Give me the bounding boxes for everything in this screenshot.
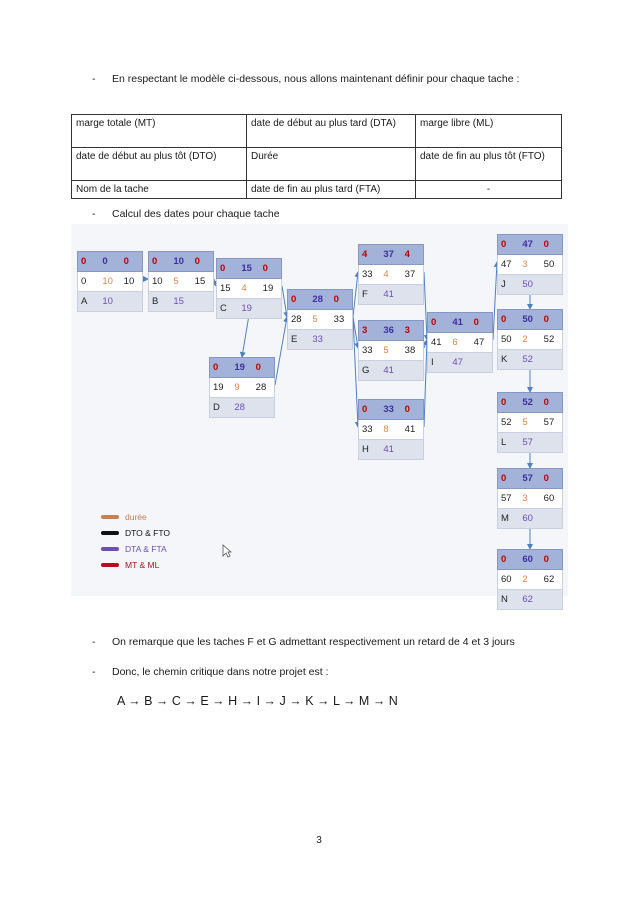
- task-node-k: [497, 309, 563, 370]
- node-fto: 47: [473, 337, 485, 348]
- legend-label: MT & ML: [125, 560, 160, 570]
- node-empty: [541, 275, 562, 294]
- node-mt: 0: [152, 256, 158, 267]
- task-node-g: [358, 320, 424, 381]
- cell-duree: Durée: [247, 148, 416, 181]
- intro-bullet: - En respectant le modèle ci-dessous, nous allons maintenant définir pour chaque tache :: [92, 73, 520, 85]
- node-nom: A: [81, 296, 88, 307]
- node-duree: 5: [173, 276, 179, 287]
- arrow-c-d: [242, 315, 249, 357]
- node-ml: 0: [543, 397, 549, 408]
- cursor-icon: [222, 544, 232, 558]
- node-mt: 4: [362, 249, 368, 260]
- cell-empty: -: [416, 181, 562, 199]
- node-dta: 15: [241, 263, 252, 274]
- node-nom: M: [501, 513, 509, 524]
- node-duree: 5: [522, 417, 528, 428]
- node-mt: 3: [362, 325, 368, 336]
- node-duree: 4: [383, 269, 389, 280]
- model-table: [71, 114, 562, 199]
- node-duree: 5: [383, 345, 389, 356]
- arrows-layer: [71, 224, 568, 596]
- node-fto: 41: [404, 424, 416, 435]
- node-empty: [402, 361, 423, 380]
- node-dta: 47: [522, 239, 533, 250]
- node-ml: 0: [404, 404, 410, 415]
- node-nom: C: [220, 303, 227, 314]
- node-fta: 15: [173, 296, 184, 307]
- node-ml: 0: [543, 314, 549, 325]
- critical-path: A → B → C → E → H → I → J → K → L → M → N: [117, 694, 398, 708]
- node-fta: 62: [522, 594, 533, 605]
- node-duree: 2: [522, 574, 528, 585]
- task-node-a: [77, 251, 143, 312]
- node-dta: 52: [522, 397, 533, 408]
- conclusion-text: Donc, le chemin critique dans notre projet est :: [112, 666, 329, 678]
- node-dto: 57: [501, 493, 512, 504]
- node-fta: 41: [383, 365, 394, 376]
- node-dto: 15: [220, 283, 231, 294]
- node-dto: 47: [501, 259, 512, 270]
- node-fto: 62: [543, 574, 555, 585]
- node-fto: 37: [404, 269, 416, 280]
- node-fta: 28: [234, 402, 245, 413]
- node-ml: 0: [194, 256, 200, 267]
- legend-swatch: [101, 515, 119, 519]
- legend-item: [101, 512, 147, 522]
- node-fto: 33: [333, 314, 345, 325]
- node-empty: [253, 398, 274, 417]
- node-empty: [121, 292, 142, 311]
- node-ml: 4: [404, 249, 410, 260]
- node-fta: 57: [522, 437, 533, 448]
- conclusion-bullet: - Donc, le chemin critique dans notre projet est :: [92, 666, 329, 678]
- node-mt: 0: [501, 314, 507, 325]
- node-ml: 3: [404, 325, 410, 336]
- legend-item: [101, 528, 170, 538]
- node-empty: [541, 590, 562, 609]
- legend-swatch: [101, 563, 119, 567]
- node-fto: 28: [255, 382, 267, 393]
- node-fta: 41: [383, 444, 394, 455]
- node-dta: 0: [102, 256, 108, 267]
- task-node-j: [497, 234, 563, 295]
- node-empty: [541, 509, 562, 528]
- arrow-d-e: [275, 317, 287, 385]
- node-fto: 57: [543, 417, 555, 428]
- node-duree: 5: [312, 314, 318, 325]
- legend-item: [101, 544, 167, 554]
- node-mt: 0: [501, 554, 507, 565]
- node-mt: 0: [213, 362, 219, 373]
- node-nom: B: [152, 296, 159, 307]
- node-dto: 60: [501, 574, 512, 585]
- node-mt: 0: [291, 294, 297, 305]
- legend-item: [101, 560, 159, 570]
- node-nom: D: [213, 402, 220, 413]
- node-fta: 10: [102, 296, 113, 307]
- node-nom: L: [501, 437, 507, 448]
- node-fta: 50: [522, 279, 533, 290]
- node-empty: [541, 433, 562, 452]
- node-dto: 33: [362, 345, 373, 356]
- calc-title: Calcul des dates pour chaque tache: [112, 208, 280, 220]
- node-empty: [260, 299, 281, 318]
- node-nom: N: [501, 594, 508, 605]
- node-duree: 3: [522, 493, 528, 504]
- intro-text: En respectant le modèle ci-dessous, nous allons maintenant définir pour chaque tache :: [112, 73, 520, 85]
- node-empty: [402, 285, 423, 304]
- cell-fto: date de fin au plus tôt (FTO): [416, 148, 562, 181]
- node-fto: 52: [543, 334, 555, 345]
- cell-dto: date de début au plus tôt (DTO): [72, 148, 247, 181]
- node-dta: 36: [383, 325, 394, 336]
- node-fta: 60: [522, 513, 533, 524]
- node-empty: [331, 330, 352, 349]
- node-dto: 19: [213, 382, 224, 393]
- legend-label: DTO & FTO: [125, 528, 171, 538]
- node-dta: 57: [522, 473, 533, 484]
- node-fto: 50: [543, 259, 555, 270]
- node-fto: 60: [543, 493, 555, 504]
- node-duree: 2: [522, 334, 528, 345]
- task-node-n: [497, 549, 563, 610]
- cell-ml: marge libre (ML): [416, 115, 562, 148]
- task-node-c: [216, 258, 282, 319]
- remark-text: On remarque que les taches F et G admettant respectivement un retard de 4 et 3 jours: [112, 636, 515, 648]
- page-number: 3: [316, 835, 322, 846]
- node-fto: 19: [262, 283, 274, 294]
- node-fta: 47: [452, 357, 463, 368]
- node-nom: K: [501, 354, 508, 365]
- node-duree: 10: [102, 276, 113, 287]
- node-ml: 0: [333, 294, 339, 305]
- node-dto: 33: [362, 424, 373, 435]
- remark-bullet: - On remarque que les taches F et G admettant respectivement un retard de 4 et 3 jours: [92, 636, 515, 648]
- node-ml: 0: [473, 317, 479, 328]
- node-duree: 8: [383, 424, 389, 435]
- node-dto: 50: [501, 334, 512, 345]
- node-mt: 0: [501, 397, 507, 408]
- node-ml: 0: [543, 239, 549, 250]
- node-mt: 0: [431, 317, 437, 328]
- legend-label: durée: [125, 512, 147, 522]
- node-mt: 0: [81, 256, 87, 267]
- node-mt: 0: [362, 404, 368, 415]
- node-ml: 0: [543, 473, 549, 484]
- node-fto: 10: [123, 276, 135, 287]
- node-nom: E: [291, 334, 298, 345]
- node-ml: 0: [255, 362, 261, 373]
- node-nom: J: [501, 279, 506, 290]
- calc-bullet: - Calcul des dates pour chaque tache: [92, 208, 280, 220]
- node-fta: 19: [241, 303, 252, 314]
- task-node-h: [358, 399, 424, 460]
- legend-swatch: [101, 531, 119, 535]
- cell-fta: date de fin au plus tard (FTA): [247, 181, 416, 199]
- task-node-d: [209, 357, 275, 418]
- node-ml: 0: [262, 263, 268, 274]
- legend-label: DTA & FTA: [125, 544, 167, 554]
- node-dto: 10: [152, 276, 163, 287]
- node-dto: 52: [501, 417, 512, 428]
- node-dta: 33: [383, 404, 394, 415]
- node-ml: 0: [123, 256, 129, 267]
- node-mt: 0: [501, 239, 507, 250]
- node-empty: [192, 292, 213, 311]
- task-node-f: [358, 244, 424, 305]
- node-nom: F: [362, 289, 368, 300]
- node-duree: 9: [234, 382, 240, 393]
- task-node-l: [497, 392, 563, 453]
- node-duree: 6: [452, 337, 458, 348]
- node-mt: 0: [501, 473, 507, 484]
- task-node-i: [427, 312, 493, 373]
- node-fto: 15: [194, 276, 206, 287]
- node-empty: [541, 350, 562, 369]
- cell-mt: marge totale (MT): [72, 115, 247, 148]
- task-node-e: [287, 289, 353, 350]
- node-empty: [402, 440, 423, 459]
- node-dto: 28: [291, 314, 302, 325]
- node-dto: 33: [362, 269, 373, 280]
- node-fta: 33: [312, 334, 323, 345]
- node-mt: 0: [220, 263, 226, 274]
- cell-nom: Nom de la tache: [72, 181, 247, 199]
- node-nom: H: [362, 444, 369, 455]
- pert-diagram: [71, 224, 568, 605]
- node-dta: 37: [383, 249, 394, 260]
- node-fto: 38: [404, 345, 416, 356]
- node-duree: 4: [241, 283, 247, 294]
- node-ml: 0: [543, 554, 549, 565]
- node-dta: 28: [312, 294, 323, 305]
- node-dta: 60: [522, 554, 533, 565]
- task-node-m: [497, 468, 563, 529]
- node-dta: 50: [522, 314, 533, 325]
- node-dto: 41: [431, 337, 442, 348]
- node-dto: 0: [81, 276, 87, 287]
- task-node-b: [148, 251, 214, 312]
- node-dta: 19: [234, 362, 245, 373]
- node-nom: I: [431, 357, 434, 368]
- node-dta: 10: [173, 256, 184, 267]
- node-empty: [471, 353, 492, 372]
- node-nom: G: [362, 365, 370, 376]
- node-fta: 41: [383, 289, 394, 300]
- legend-swatch: [101, 547, 119, 551]
- node-fta: 52: [522, 354, 533, 365]
- node-duree: 3: [522, 259, 528, 270]
- node-dta: 41: [452, 317, 463, 328]
- cell-dta: date de début au plus tard (DTA): [247, 115, 416, 148]
